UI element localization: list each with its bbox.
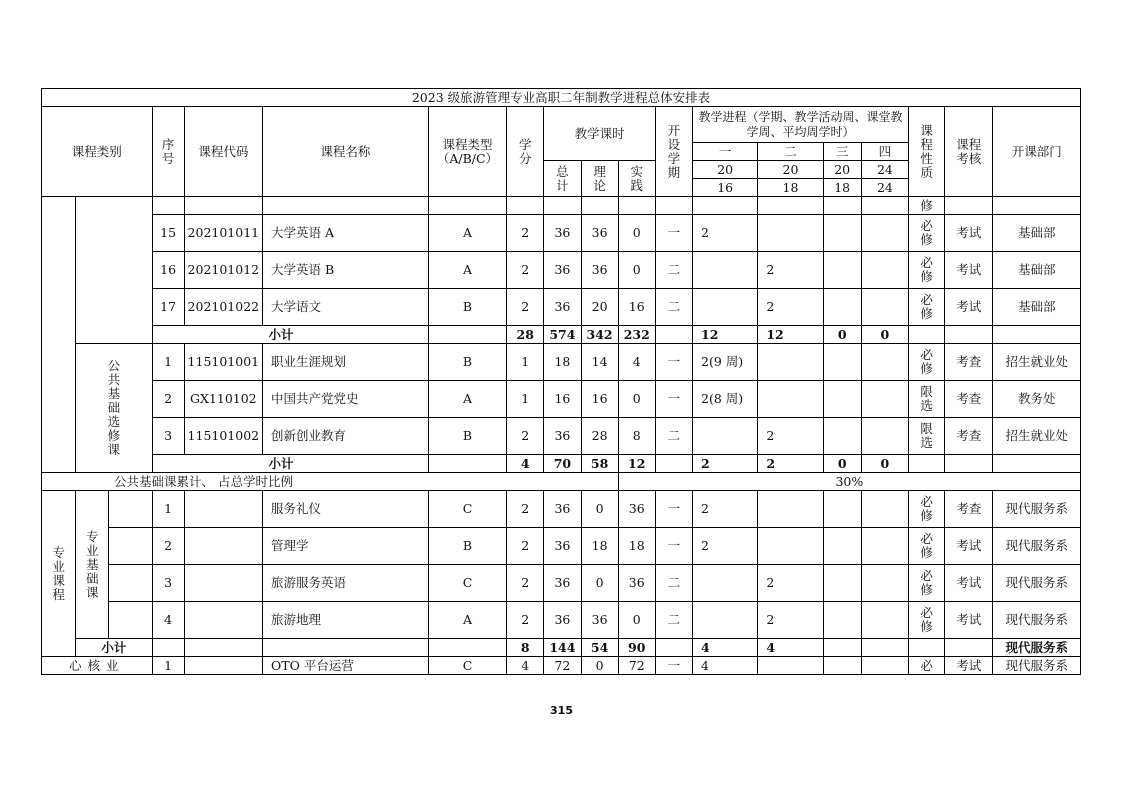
cell-code [184, 528, 262, 565]
cell-term-4 [861, 344, 908, 381]
header-credit: 学分 [507, 107, 544, 197]
cell-seq: 3 [152, 565, 184, 602]
cell-hours-total: 16 [544, 381, 581, 418]
cell-dept: 现代服务系 [993, 565, 1081, 602]
cell-hours-theory: 16 [581, 381, 618, 418]
activity-weeks-1: 20 [693, 161, 758, 179]
cell-term-3 [823, 381, 861, 418]
cell-term-2: 2 [758, 289, 823, 326]
cell-nature [909, 639, 945, 657]
header-nature: 课程性质 [909, 107, 945, 197]
cell-seq: 1 [152, 657, 184, 675]
cell-exam: 考查 [945, 344, 993, 381]
cell-term-4: 0 [861, 455, 908, 473]
table-row [42, 418, 1081, 455]
cell-term-3 [823, 289, 861, 326]
cell-credit: 28 [507, 326, 544, 344]
table-row [42, 602, 1081, 639]
cell-type [428, 455, 506, 473]
cell-nature: 限选 [909, 381, 945, 418]
cell-term-1: 2 [693, 215, 758, 252]
cell-seq: 1 [152, 491, 184, 528]
cell-hours-theory: 28 [581, 418, 618, 455]
subtotal-row [42, 639, 1081, 657]
cell-dept: 现代服务系 [993, 639, 1081, 657]
cell-semester: 二 [655, 418, 692, 455]
cell-type: C [428, 565, 506, 602]
cell-term-3 [823, 639, 861, 657]
cell-nature: 修 [909, 197, 945, 215]
schedule-table [41, 88, 1081, 675]
subtotal-row [42, 455, 1081, 473]
cell-term-4 [861, 381, 908, 418]
activity-weeks-3: 20 [823, 161, 861, 179]
cell-term-3 [823, 215, 861, 252]
cell-hours-total: 36 [544, 528, 581, 565]
cell-term-1: 2(9 周) [693, 344, 758, 381]
cell-exam: 考试 [945, 289, 993, 326]
cell-hours-theory: 36 [581, 602, 618, 639]
cell-code: 202101022 [184, 289, 262, 326]
cell-hours-practice: 12 [618, 455, 655, 473]
cell-credit: 1 [507, 381, 544, 418]
cell-semester: 一 [655, 528, 692, 565]
class-weeks-1: 16 [693, 179, 758, 197]
cell-term-2: 12 [758, 326, 823, 344]
cell-hours-practice: 90 [618, 639, 655, 657]
cell-term-4 [861, 252, 908, 289]
cell-hours-practice: 18 [618, 528, 655, 565]
cell-hours-practice: 8 [618, 418, 655, 455]
cell-term-2: 2 [758, 252, 823, 289]
cell-type: B [428, 528, 506, 565]
cell-hours-practice: 0 [618, 381, 655, 418]
cell-term-1 [693, 565, 758, 602]
cell-hours-practice: 36 [618, 491, 655, 528]
table-row [42, 528, 1081, 565]
cell-hours-practice: 36 [618, 565, 655, 602]
group-mid-blank [76, 197, 152, 344]
table-row [42, 491, 1081, 528]
cell-type: A [428, 252, 506, 289]
cell-hours-theory [581, 197, 618, 215]
cell-hours-theory: 36 [581, 215, 618, 252]
table-row [42, 215, 1081, 252]
cell-dept: 现代服务系 [993, 528, 1081, 565]
cell-seq: 1 [152, 344, 184, 381]
cell-semester: 二 [655, 252, 692, 289]
cell-course-name: 旅游服务英语 [263, 565, 429, 602]
cell-course-name: 创新创业教育 [263, 418, 429, 455]
cell-term-2 [758, 215, 823, 252]
group-core-partial: 心核业 [42, 657, 153, 675]
cell-hours-practice: 0 [618, 252, 655, 289]
cell-code: 115101002 [184, 418, 262, 455]
cell-term-2 [758, 197, 823, 215]
cell-term-3 [823, 252, 861, 289]
cell-term-4 [861, 528, 908, 565]
cell-credit [507, 197, 544, 215]
cell-term-4 [861, 197, 908, 215]
cell-exam: 考查 [945, 381, 993, 418]
cell-dept: 基础部 [993, 215, 1081, 252]
cell-nature: 必修 [909, 528, 945, 565]
cell-term-1: 2 [693, 528, 758, 565]
cell-sub-blank [109, 602, 152, 639]
cell-credit: 2 [507, 565, 544, 602]
cell-dept [993, 197, 1081, 215]
activity-weeks-2: 20 [758, 161, 823, 179]
cell-type: A [428, 602, 506, 639]
cell-credit: 8 [507, 639, 544, 657]
cell-sub-blank [109, 528, 152, 565]
cell-hours-total: 36 [544, 252, 581, 289]
cell-nature: 必 [909, 657, 945, 675]
cell-code [184, 565, 262, 602]
cell-term-1 [693, 289, 758, 326]
cell-course-name: 管理学 [263, 528, 429, 565]
group-pro-basic: 专业基础课 [76, 491, 109, 639]
cell-type: B [428, 418, 506, 455]
cell-term-1 [693, 197, 758, 215]
cell-nature: 必修 [909, 215, 945, 252]
cell-exam: 考试 [945, 657, 993, 675]
term-2: 二 [758, 143, 823, 161]
cell-course-name: 职业生涯规划 [263, 344, 429, 381]
cell-term-3 [823, 657, 861, 675]
table-row [42, 657, 1081, 675]
cell-term-4 [861, 215, 908, 252]
group-elective-basic: 公共基础选修课 [76, 344, 152, 473]
cell-term-2 [758, 344, 823, 381]
header-dept: 开课部门 [993, 107, 1081, 197]
cell-hours-practice: 72 [618, 657, 655, 675]
cell-dept: 教务处 [993, 381, 1081, 418]
class-weeks-2: 18 [758, 179, 823, 197]
cell-term-4 [861, 657, 908, 675]
cell-seq: 17 [152, 289, 184, 326]
table-row [42, 381, 1081, 418]
cell-credit: 2 [507, 491, 544, 528]
cell-hours-practice: 16 [618, 289, 655, 326]
activity-weeks-4: 24 [861, 161, 908, 179]
cell-term-1: 4 [693, 657, 758, 675]
header-hours-theory: 理论 [581, 161, 618, 197]
cell-course-name: OTO 平台运营 [263, 657, 429, 675]
cell-exam: 考查 [945, 491, 993, 528]
cell-hours-practice: 232 [618, 326, 655, 344]
cell-semester [655, 455, 692, 473]
cell-dept: 招生就业处 [993, 418, 1081, 455]
cell-exam: 考试 [945, 215, 993, 252]
table-title: 2023 级旅游管理专业高职二年制教学进程总体安排表 [42, 89, 1081, 107]
cell-hours-total: 36 [544, 491, 581, 528]
cell-hours-total: 72 [544, 657, 581, 675]
cell-dept [993, 326, 1081, 344]
cell-exam: 考试 [945, 602, 993, 639]
cell-code [184, 602, 262, 639]
cell-hours-total: 70 [544, 455, 581, 473]
header-hours: 教学课时 [544, 107, 656, 161]
cell-code: 202101011 [184, 215, 262, 252]
term-1: 一 [693, 143, 758, 161]
cell-dept: 现代服务系 [993, 602, 1081, 639]
cell-hours-practice: 0 [618, 602, 655, 639]
cell-course-name: 大学语文 [263, 289, 429, 326]
cell-dept: 招生就业处 [993, 344, 1081, 381]
group-pro-course: 专业课程 [42, 491, 76, 657]
table-row [42, 289, 1081, 326]
cell-term-1 [693, 252, 758, 289]
cell-credit: 4 [507, 657, 544, 675]
cell-type [428, 197, 506, 215]
header-exam: 课程考核 [945, 107, 993, 197]
cell-term-3 [823, 344, 861, 381]
cell-term-2: 2 [758, 565, 823, 602]
cell-term-3 [823, 565, 861, 602]
table-row [42, 344, 1081, 381]
cell-course-name: 旅游地理 [263, 602, 429, 639]
cell-term-4 [861, 565, 908, 602]
cell-exam [945, 197, 993, 215]
cell-semester: 一 [655, 215, 692, 252]
subtotal-label: 小计 [152, 455, 428, 473]
subtotal-row [42, 326, 1081, 344]
cell-dept: 基础部 [993, 289, 1081, 326]
cell-type: A [428, 381, 506, 418]
class-weeks-3: 18 [823, 179, 861, 197]
cell-term-1: 2 [693, 455, 758, 473]
term-3: 三 [823, 143, 861, 161]
cell-hours-theory: 342 [581, 326, 618, 344]
table-row [42, 197, 1081, 215]
cell-term-4 [861, 491, 908, 528]
class-weeks-4: 24 [861, 179, 908, 197]
cell-nature: 必修 [909, 565, 945, 602]
cell-hours-total [544, 197, 581, 215]
cell-credit: 2 [507, 252, 544, 289]
cell-term-2 [758, 528, 823, 565]
cell-type: A [428, 215, 506, 252]
cell-term-4: 0 [861, 326, 908, 344]
subtotal-label: 小计 [76, 639, 152, 657]
cell-code [184, 491, 262, 528]
cell-term-3 [823, 491, 861, 528]
cell-type: C [428, 657, 506, 675]
cumulative-value: 30% [618, 473, 1080, 491]
cell-credit: 2 [507, 215, 544, 252]
cell-course-name [263, 639, 429, 657]
cell-semester [655, 197, 692, 215]
cell-semester: 一 [655, 491, 692, 528]
cell-term-3 [823, 418, 861, 455]
cell-term-3: 0 [823, 455, 861, 473]
header-hours-practice: 实践 [618, 161, 655, 197]
cell-term-1 [693, 602, 758, 639]
cell-hours-theory: 58 [581, 455, 618, 473]
header-seq: 序号 [152, 107, 184, 197]
page-number: 315 [550, 704, 573, 717]
cell-credit: 2 [507, 418, 544, 455]
cell-hours-theory: 36 [581, 252, 618, 289]
cell-hours-total: 574 [544, 326, 581, 344]
cell-hours-total: 36 [544, 215, 581, 252]
header-type: 课程类型（A/B/C） [428, 107, 506, 197]
cell-hours-total: 144 [544, 639, 581, 657]
cell-hours-theory: 18 [581, 528, 618, 565]
cell-hours-total: 36 [544, 418, 581, 455]
header-category: 课程类别 [42, 107, 153, 197]
cell-hours-theory: 0 [581, 565, 618, 602]
cell-nature: 必修 [909, 252, 945, 289]
cell-term-1: 12 [693, 326, 758, 344]
term-4: 四 [861, 143, 908, 161]
cell-credit: 2 [507, 602, 544, 639]
cell-hours-theory: 54 [581, 639, 618, 657]
cell-type: B [428, 344, 506, 381]
cell-course-name: 大学英语 A [263, 215, 429, 252]
cell-term-3 [823, 197, 861, 215]
cumulative-row [42, 473, 1081, 491]
cell-hours-total: 36 [544, 289, 581, 326]
cell-hours-total: 36 [544, 565, 581, 602]
header-name: 课程名称 [263, 107, 429, 197]
cell-hours-theory: 0 [581, 657, 618, 675]
cell-exam: 考查 [945, 418, 993, 455]
header-hours-total: 总计 [544, 161, 581, 197]
cell-semester: 二 [655, 565, 692, 602]
cell-seq: 15 [152, 215, 184, 252]
cell-hours-practice: 0 [618, 215, 655, 252]
cell-exam [945, 639, 993, 657]
table-row [42, 565, 1081, 602]
cell-seq: 2 [152, 528, 184, 565]
cell-term-2: 2 [758, 455, 823, 473]
cell-credit: 1 [507, 344, 544, 381]
cell-hours-total: 36 [544, 602, 581, 639]
cell-hours-theory: 20 [581, 289, 618, 326]
cell-hours-practice: 4 [618, 344, 655, 381]
header-code: 课程代码 [184, 107, 262, 197]
cell-semester: 二 [655, 602, 692, 639]
cell-term-2 [758, 657, 823, 675]
cell-term-3: 0 [823, 326, 861, 344]
cell-credit: 2 [507, 289, 544, 326]
subtotal-label: 小计 [152, 326, 428, 344]
cell-dept: 现代服务系 [993, 657, 1081, 675]
cell-term-4 [861, 418, 908, 455]
cell-dept [993, 455, 1081, 473]
cell-type [428, 639, 506, 657]
header-semester: 开设学期 [655, 107, 692, 197]
cell-hours-practice [618, 197, 655, 215]
cell-seq: 3 [152, 418, 184, 455]
cell-term-3 [823, 602, 861, 639]
cell-seq [152, 197, 184, 215]
cell-dept: 基础部 [993, 252, 1081, 289]
cell-course-name: 大学英语 B [263, 252, 429, 289]
cell-nature [909, 455, 945, 473]
group-left-blank [42, 197, 76, 473]
cell-term-1: 4 [693, 639, 758, 657]
table-row [42, 252, 1081, 289]
cell-term-4 [861, 289, 908, 326]
cell-sub-blank [109, 491, 152, 528]
cell-code [184, 197, 262, 215]
cell-code [184, 639, 262, 657]
cell-semester: 一 [655, 381, 692, 418]
cell-exam: 考试 [945, 252, 993, 289]
cell-seq: 4 [152, 602, 184, 639]
cell-sub-blank [109, 565, 152, 602]
cell-exam [945, 326, 993, 344]
cell-semester: 一 [655, 657, 692, 675]
cell-semester: 二 [655, 289, 692, 326]
cell-hours-total: 18 [544, 344, 581, 381]
cell-nature: 限选 [909, 418, 945, 455]
cell-term-2: 2 [758, 418, 823, 455]
cell-term-4 [861, 639, 908, 657]
cell-type: C [428, 491, 506, 528]
cell-code [184, 657, 262, 675]
cell-code: 115101001 [184, 344, 262, 381]
cell-nature: 必修 [909, 344, 945, 381]
cell-term-2 [758, 381, 823, 418]
cell-semester: 一 [655, 344, 692, 381]
cell-term-2 [758, 491, 823, 528]
cell-exam: 考试 [945, 528, 993, 565]
cell-hours-theory: 0 [581, 491, 618, 528]
cell-term-1: 2(8 周) [693, 381, 758, 418]
cell-course-name [263, 197, 429, 215]
cell-type: B [428, 289, 506, 326]
cell-nature: 必修 [909, 289, 945, 326]
header-progress: 教学进程（学期、教学活动周、课堂教学周、平均周学时） [693, 107, 909, 143]
cell-seq [152, 639, 184, 657]
cell-course-name: 中国共产党党史 [263, 381, 429, 418]
cell-seq: 2 [152, 381, 184, 418]
cell-nature [909, 326, 945, 344]
cell-hours-theory: 14 [581, 344, 618, 381]
cell-semester [655, 326, 692, 344]
cell-type [428, 326, 506, 344]
cell-term-4 [861, 602, 908, 639]
cell-seq: 16 [152, 252, 184, 289]
cell-course-name: 服务礼仪 [263, 491, 429, 528]
cell-exam: 考试 [945, 565, 993, 602]
cell-term-1: 2 [693, 491, 758, 528]
cell-nature: 必修 [909, 491, 945, 528]
cell-semester [655, 639, 692, 657]
cell-code: GX110102 [184, 381, 262, 418]
cell-term-2: 4 [758, 639, 823, 657]
cell-term-2: 2 [758, 602, 823, 639]
cell-code: 202101012 [184, 252, 262, 289]
cell-credit: 2 [507, 528, 544, 565]
cell-term-1 [693, 418, 758, 455]
cell-credit: 4 [507, 455, 544, 473]
cumulative-label: 公共基础课累计、 占总学时比例 [42, 473, 619, 491]
cell-dept: 现代服务系 [993, 491, 1081, 528]
cell-term-3 [823, 528, 861, 565]
cell-nature: 必修 [909, 602, 945, 639]
cell-exam [945, 455, 993, 473]
